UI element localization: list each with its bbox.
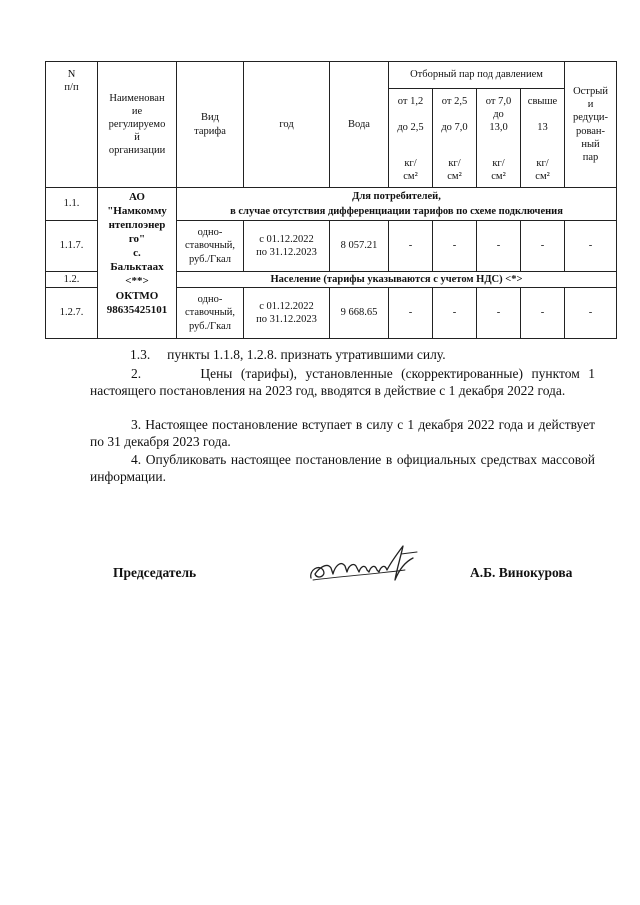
row-num: 1.2.7.	[46, 288, 98, 339]
sharp-steam-value: -	[565, 221, 617, 272]
paragraph-1-3: 1.3. пункты 1.1.8, 1.2.8. признать утратившими силу.	[130, 347, 446, 362]
tariff-type-cell: одно- ставочный, руб./Гкал	[177, 288, 244, 339]
handwritten-signature	[305, 540, 435, 590]
header-pressure-1: от 1,2 до 2,5 кг/ см²	[389, 89, 433, 188]
steam-value-3: -	[477, 288, 521, 339]
header-row-1	[46, 62, 617, 89]
tariff-table-wrapper	[45, 61, 616, 339]
water-value: 8 057.21	[330, 221, 389, 272]
row-num: 1.1.	[46, 188, 98, 221]
paragraph-3: 3. Настоящее постановление вступает в силу с 1 декабря 2022 года и действует по 31 декабря 2023 года.	[90, 417, 595, 449]
header-pressure-4: свыше 13 кг/ см²	[521, 89, 565, 188]
group-heading: Для потребителей, в случае отсутствия дифференциации тарифов по схеме подключения	[177, 188, 617, 221]
table-row	[46, 188, 617, 221]
steam-value-1: -	[389, 288, 433, 339]
tariff-type-cell: одно- ставочный, руб./Гкал	[177, 221, 244, 272]
paragraph-2: 2. Цены (тарифы), установленные (скорректированные) пунктом 1 настоящего постановления на 2023 год, вводятся в действие с 1 декабря 2022 года.	[90, 366, 599, 398]
row-num: 1.2.	[46, 272, 98, 288]
sharp-steam-value: -	[565, 288, 617, 339]
signatory-name: А.Б. Винокурова	[470, 565, 573, 580]
header-sharp-steam: Острый и редуци- рован- ный пар	[565, 62, 617, 188]
group-heading: Население (тарифы указываются с учетом НДС) <*>	[177, 272, 617, 288]
header-num: N п/п	[46, 62, 98, 188]
row-num: 1.1.7.	[46, 221, 98, 272]
org-name-cell: АО "Намкомму нтеплоэнер го" с. Бальктаах <**> ОКТМО 98635425101	[98, 188, 177, 339]
period-cell: с 01.12.2022 по 31.12.2023	[244, 288, 330, 339]
steam-value-3: -	[477, 221, 521, 272]
steam-value-1: -	[389, 221, 433, 272]
header-pressure-2: от 2,5 до 7,0 кг/ см²	[433, 89, 477, 188]
signatory-title: Председатель	[113, 565, 197, 580]
water-value: 9 668.65	[330, 288, 389, 339]
header-pressure-3: от 7,0 до 13,0 кг/ см²	[477, 89, 521, 188]
period-cell: с 01.12.2022 по 31.12.2023	[244, 221, 330, 272]
header-water: Вода	[330, 62, 389, 188]
steam-value-4: -	[521, 288, 565, 339]
header-year: год	[244, 62, 330, 188]
tariff-table	[45, 61, 617, 339]
steam-value-4: -	[521, 221, 565, 272]
header-steam-group: Отборный пар под давлением	[389, 62, 565, 89]
steam-value-2: -	[433, 288, 477, 339]
steam-value-2: -	[433, 221, 477, 272]
header-tariff-type: Вид тарифа	[177, 62, 244, 188]
paragraph-4: 4. Опубликовать настоящее постановление в официальных средствах массовой информации.	[90, 452, 595, 484]
header-org: Наименован ие регулируемо й организации	[98, 62, 177, 188]
